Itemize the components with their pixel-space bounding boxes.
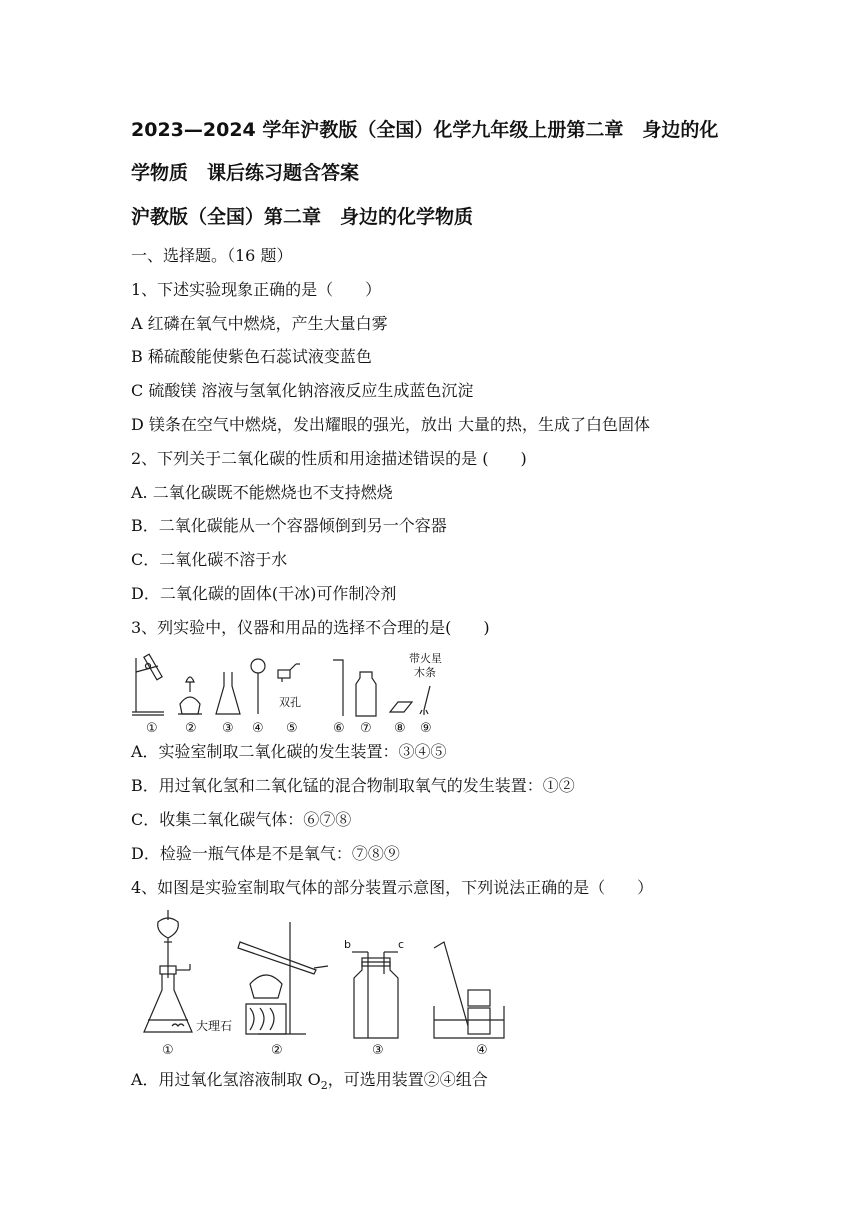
q3-stem: 3、列实验中，仪器和用品的选择不合理的是( ) bbox=[131, 618, 490, 637]
gas-washing-bottle-icon bbox=[352, 952, 398, 1038]
fig-number: ② bbox=[271, 1043, 283, 1058]
fig-number: ③ bbox=[372, 1043, 384, 1058]
document-title-line-2: 学物质 课后练习题含答案 bbox=[131, 162, 360, 184]
q3-option-c: C．收集二氧化碳气体：⑥⑦⑧ bbox=[131, 810, 352, 829]
fig-number: ⑨ bbox=[420, 721, 432, 736]
q4-option-a-text: A．用过氧化氢溶液制取 O bbox=[131, 1070, 321, 1089]
fig-label-shuangkong: 双孔 bbox=[279, 696, 301, 709]
two-hole-stopper-icon bbox=[278, 664, 300, 682]
fig-number: ⑧ bbox=[394, 721, 406, 736]
heating-apparatus-icon bbox=[238, 922, 328, 1034]
section-heading: 一、选择题。（16 题） bbox=[131, 246, 293, 265]
gas-generator-icon bbox=[144, 910, 192, 1032]
q1-option-d: D 镁条在空气中燃烧，发出耀眼的强光，放出 大量的热，生成了白色固体 bbox=[131, 415, 651, 434]
gas-bottle-icon bbox=[356, 672, 376, 716]
fig-number: ④ bbox=[476, 1043, 488, 1058]
q4-apparatus-figure bbox=[138, 908, 510, 1058]
q1-option-c: C 硫酸镁 溶液与氢氧化钠溶液反应生成蓝色沉淀 bbox=[131, 381, 474, 400]
glass-plate-icon bbox=[390, 702, 412, 712]
alcohol-lamp-icon bbox=[178, 677, 202, 714]
long-funnel-icon bbox=[251, 659, 265, 714]
fig-label-splint-1: 带火星 bbox=[409, 652, 442, 665]
fig-label-splint-2: 木条 bbox=[414, 666, 436, 679]
glowing-splint-icon bbox=[420, 686, 430, 715]
fig-number: ④ bbox=[252, 721, 264, 736]
q2-option-a: A. 二氧化碳既不能燃烧也不支持燃烧 bbox=[131, 483, 393, 502]
fig-number: ③ bbox=[222, 721, 234, 736]
q3-option-a: A．实验室制取二氧化碳的发生装置：③④⑤ bbox=[131, 742, 447, 761]
fig-label-c: c bbox=[398, 938, 405, 951]
q4-stem: 4、如图是实验室制取气体的部分装置示意图，下列说法正确的是（ ） bbox=[131, 878, 654, 897]
fig-number: ⑤ bbox=[286, 721, 298, 736]
conical-flask-icon bbox=[216, 672, 240, 714]
iron-stand-icon bbox=[132, 654, 164, 715]
q1-option-a: A 红磷在氧气中燃烧，产生大量白雾 bbox=[131, 314, 388, 333]
q1-option-b: B 稀硫酸能使紫色石蕊试液变蓝色 bbox=[131, 347, 372, 366]
q3-option-d: D．检验一瓶气体是不是氧气：⑦⑧⑨ bbox=[131, 844, 400, 863]
q3-apparatus-figure bbox=[128, 652, 448, 736]
fig-number: ① bbox=[162, 1043, 174, 1058]
q2-option-b: B．二氧化碳能从一个容器倾倒到另一个容器 bbox=[131, 516, 447, 535]
fig-label-b: b bbox=[344, 938, 351, 951]
fig-number: ① bbox=[146, 721, 158, 736]
q1-stem: 1、下述实验现象正确的是（ ） bbox=[131, 280, 382, 299]
q2-stem: 2、下列关于二氧化碳的性质和用途描述错误的是 ( ) bbox=[131, 449, 527, 468]
glass-tube-icon bbox=[333, 660, 343, 716]
fig-label-marble: 大理石 bbox=[196, 1019, 233, 1033]
water-trough-icon bbox=[434, 942, 504, 1038]
fig-number: ② bbox=[185, 721, 197, 736]
q4-option-a-subscript: 2 bbox=[320, 1079, 328, 1093]
q4-option-a bbox=[131, 1070, 488, 1096]
q2-option-c: C．二氧化碳不溶于水 bbox=[131, 550, 288, 569]
document-title-line-1: 2023—2024 学年沪教版（全国）化学九年级上册第二章 身边的化 bbox=[131, 119, 719, 141]
q4-option-a-text-end: ，可选用装置②④组合 bbox=[327, 1070, 488, 1089]
fig-number: ⑦ bbox=[360, 721, 372, 736]
fig-number: ⑥ bbox=[333, 721, 345, 736]
q3-option-b: B．用过氧化氢和二氧化锰的混合物制取氧气的发生装置：①② bbox=[131, 776, 575, 795]
document-subtitle: 沪教版（全国）第二章 身边的化学物质 bbox=[131, 206, 474, 228]
q2-option-d: D．二氧化碳的固体(干冰)可作制冷剂 bbox=[131, 584, 397, 603]
